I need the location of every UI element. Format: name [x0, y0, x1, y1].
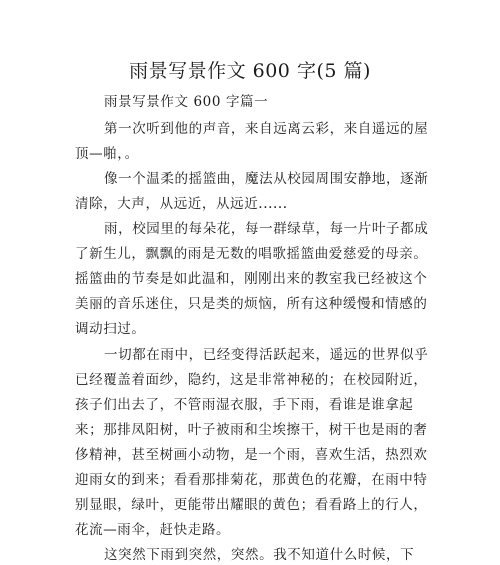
paragraph-line: 清除，大声，从远近，从远近...... [75, 196, 288, 212]
paragraph-line: 了新生儿，飘飘的雨是无数的唱歌摇篮曲爱慈爱的母亲。 [75, 246, 428, 262]
paragraph-line: 这突然下雨到突然，突然。我不知道什么时候，下 [104, 547, 415, 563]
paragraph-line: 雨，校园里的每朵花，每一群绿草，每一片叶子都成 [104, 221, 429, 237]
paragraph-line: 摇篮曲的节奏是如此温和，刚刚出来的教室我已经被这个 [75, 271, 428, 287]
paragraph-line: 来；那排凤阳树，叶子被雨和尘埃擦干，树干也是雨的奢 [75, 422, 428, 438]
paragraph-line: 一切都在雨中，已经变得活跃起来，遥远的世界似乎 [104, 347, 429, 363]
paragraph-line: 美丽的音乐迷住，只是类的烦恼，所有这种缓慢和情感的 [75, 296, 428, 312]
paragraph-line: 像一个温柔的摇篮曲，魔法从校园周围安静地，逐渐 [104, 171, 429, 187]
paragraph-line: 孩子们出去了，不管雨湿衣服，手下雨，看谁是谁拿起 [75, 397, 414, 413]
paragraph-line: 调动扫过。 [75, 321, 146, 337]
paragraph-line: 第一次听到他的声音，来自远离云彩，来自遥远的屋 [104, 121, 429, 137]
paragraph-line: 顶—啪，。 [75, 146, 139, 162]
section-subtitle: 雨景写景作文 600 字篇一 [104, 94, 269, 110]
document-title: 雨景写景作文 600 字(5 篇) [129, 60, 371, 82]
paragraph-line: 别显眼，绿叶，更能带出耀眼的黄色；看看路上的行人， [75, 497, 428, 513]
paragraph-line: 花流—雨伞，赶快走路。 [75, 522, 231, 538]
paragraph-line: 已经覆盖着面纱，隐约，这是非常神秘的；在校园附近， [75, 372, 428, 388]
paragraph-line: 侈精神，甚至树画小动物，是一个雨，喜欢生活，热烈欢 [75, 447, 428, 463]
paragraph-line: 迎雨女的到来；看看那排菊花，那黄色的花瓣，在雨中特 [75, 472, 428, 488]
